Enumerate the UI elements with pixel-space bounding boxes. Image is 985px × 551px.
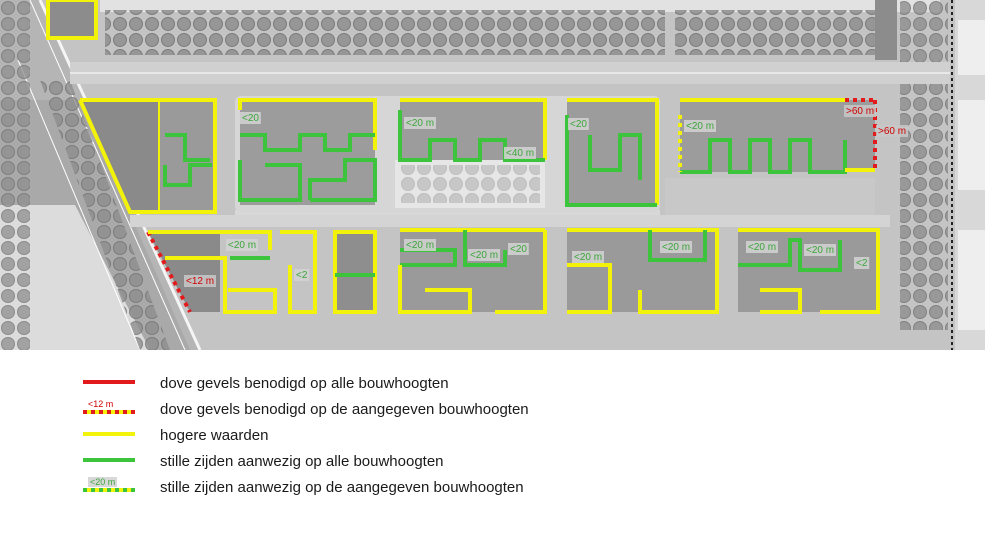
green-line-symbol (80, 452, 136, 472)
quiet-side-height-label: <20 m (748, 242, 777, 253)
legend-item-green-yellow-dashed (0, 478, 985, 504)
red-yellow-dashed-symbol (80, 400, 136, 420)
quiet-side-height-label: <20 m (470, 250, 499, 261)
legend-item-red-yellow-dashed (0, 400, 985, 426)
green-yellow-dashed-symbol (80, 478, 136, 498)
yellow-line-symbol (80, 426, 136, 446)
legend-item-red-line (0, 374, 985, 400)
legend-item-yellow-line (0, 426, 985, 452)
legend-label: hogere waarden (160, 427, 269, 444)
legend-label: stille zijden aanwezig op de aangegeven bouwhoogten (160, 479, 524, 496)
legend-label: dove gevels benodigd op de aangegeven bouwhoogten (160, 401, 529, 418)
quiet-side-height-label: <2 (296, 270, 308, 281)
deaf-facade-height-label: >60 m (846, 106, 875, 117)
legend-label: dove gevels benodigd op alle bouwhoogten (160, 375, 449, 392)
quiet-side-height-label: <20 (510, 244, 527, 255)
quiet-side-height-label: <20 m (806, 245, 835, 256)
quiet-side-height-label: <20 (242, 113, 259, 124)
symbol-label: <12 m (88, 399, 114, 409)
quiet-side-height-label: <20 m (686, 121, 715, 132)
quiet-side-height-label: <20 m (228, 240, 257, 251)
quiet-side-height-label: <2 (856, 258, 868, 269)
legend (0, 350, 985, 551)
quiet-side-height-label: <40 m (506, 148, 535, 159)
symbol-label: <20 m (90, 477, 116, 487)
quiet-side-height-label: <20 m (574, 252, 603, 263)
deaf-facade-height-label: >60 m (878, 126, 907, 137)
red-line-symbol (80, 374, 136, 394)
quiet-side-height-label: <20 m (662, 242, 691, 253)
legend-item-green-line (0, 452, 985, 478)
quiet-side-height-label: <20 (570, 119, 587, 130)
quiet-side-height-label: <20 m (406, 118, 435, 129)
legend-label: stille zijden aanwezig op alle bouwhoogten (160, 453, 444, 470)
quiet-side-height-label: <20 m (406, 240, 435, 251)
deaf-facade-height-label: <12 m (186, 276, 215, 287)
